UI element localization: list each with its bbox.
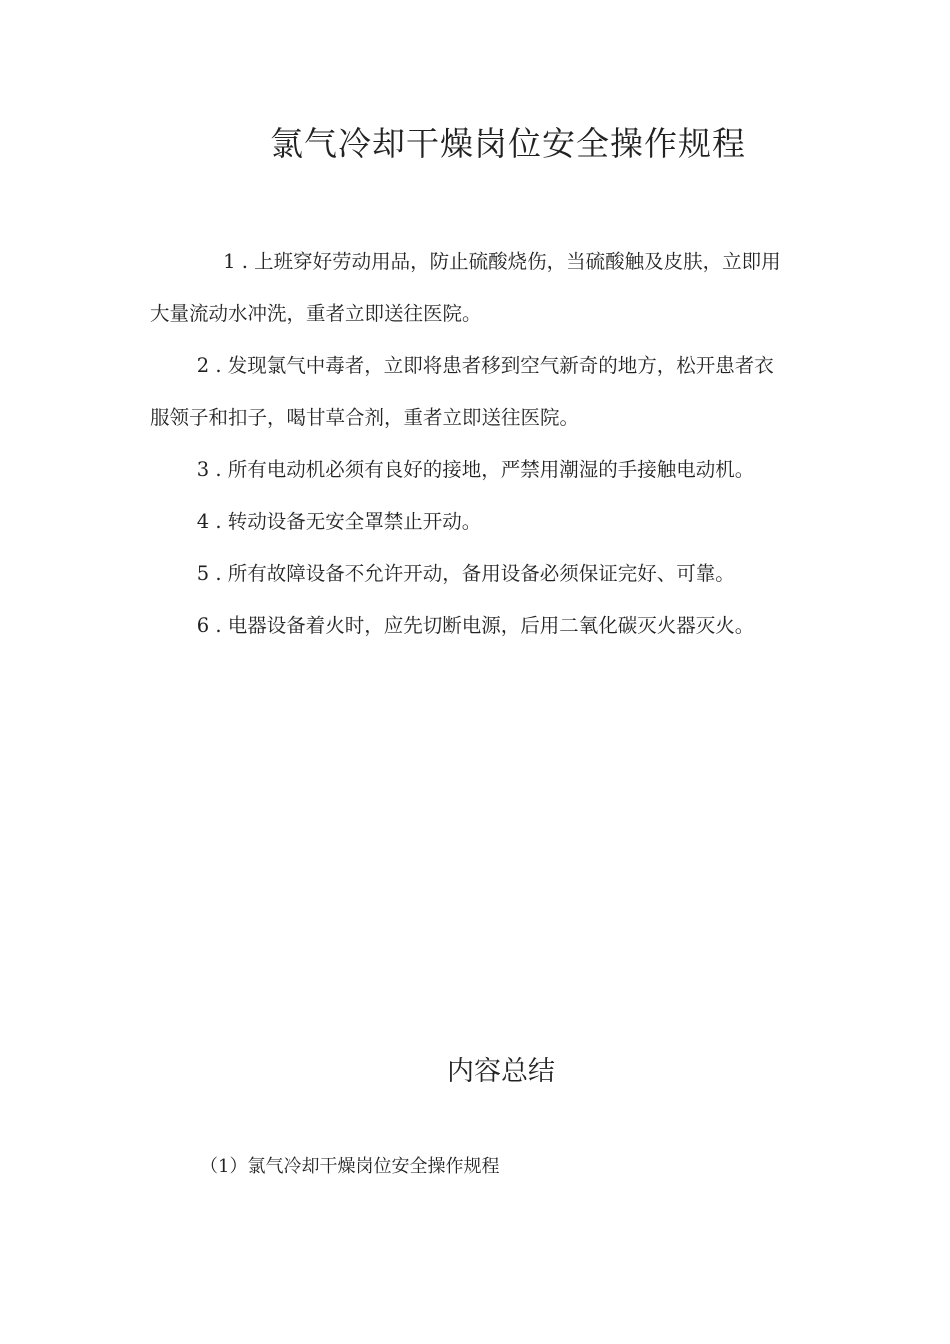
rule-item-3: 3 . 所有电动机必须有良好的接地，严禁用潮湿的手接触电动机。 [196,458,755,481]
rules-list [150,236,790,652]
rule-item-4: 4 . 转动设备无安全罩禁止开动。 [196,510,482,533]
summary-title: 内容总结 [447,1056,555,1087]
rule-item-2: 2 . 发现氯气中毒者，立即将患者移到空气新奇的地方，松开患者衣服领子和扣子，喝甘草合剂，重者立即送往医院。 [150,354,774,429]
rule-item-5: 5 . 所有故障设备不允许开动，备用设备必须保证完好、可靠。 [196,562,735,585]
rule-item-1: 1 . 上班穿好劳动用品，防止硫酸烧伤，当硫酸触及皮肤，立即用大量流动水冲洗，重者立即送往医院。 [150,250,781,325]
document-title: 氯气冷却干燥岗位安全操作规程 [270,124,746,163]
summary-item-1: （1）氯气冷却干燥岗位安全操作规程 [200,1156,500,1177]
rule-item-6: 6 . 电器设备着火时，应先切断电源，后用二氧化碳灭火器灭火。 [196,614,755,637]
